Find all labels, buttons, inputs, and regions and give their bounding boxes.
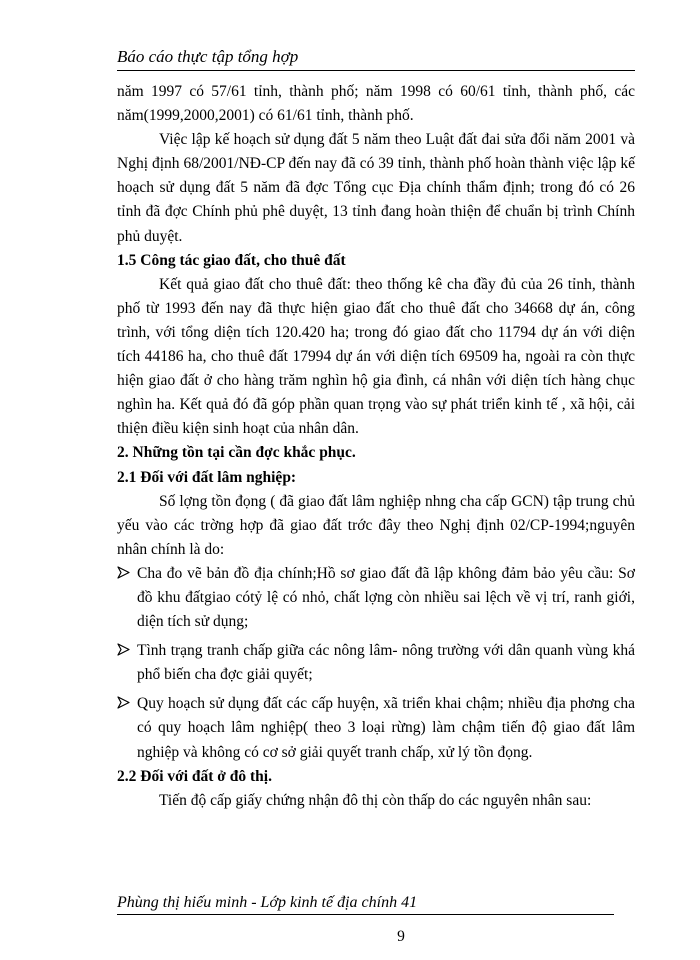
footer-author: Phùng thị hiếu minh - Lớp kinh tế địa chính 41 xyxy=(117,894,418,911)
paragraph-5: Tiến độ cấp giấy chứng nhận đô thị còn thấp do các nguyên nhân sau: xyxy=(159,791,592,809)
heading-1-5: 1.5 Công tác giao đất, cho thuê đất xyxy=(117,251,346,269)
page-header xyxy=(117,46,635,71)
arrow-bullet-icon xyxy=(117,696,130,709)
heading-2-2: 2.2 Đối với đất ở đô thị. xyxy=(117,767,272,785)
list-item-text: Tình trạng tranh chấp giữa các nông lâm- nông trường với dân quanh vùng khá phổ biến cha đợc giải quyết; xyxy=(137,642,635,684)
paragraph-2: Việc lập kế hoạch sử dụng đất 5 năm theo Luật đất đai sửa đổi năm 2001 và Nghị định 68/2001/NĐ-CP đến nay đã có 39 tỉnh, thành phố hoàn thành việc lập kế hoạch sử dụng đất 5 năm đã đợc Tổng cục Địa chính thẩm định; trong đó có 26 tỉnh đã đợc Chính phủ phê duyệt, 13 tỉnh đang hoàn thiện để chuẩn bị trình Chính phủ duyệt. xyxy=(117,131,635,245)
page-number: 9 xyxy=(397,928,405,945)
heading-2: 2. Những tồn tại cần đợc khắc phục. xyxy=(117,444,356,462)
paragraph-3: Kết quả giao đất cho thuê đất: theo thống kê cha đầy đủ của 26 tỉnh, thành phố từ 1993 đến nay đã thực hiện giao đất cho thuê đất cho 34668 dự án, công trình, với tổng diện tích 120.420 ha; trong đó giao đất cho 11794 dự án với diện tích 44186 ha, cho thuê đất 17994 dự án với diện tích 69509 ha, ngoài ra còn thực hiện giao đất ở cho hàng trăm nghìn hộ gia đình, cá nhân với diện tích hàng chục nghìn ha. Kết quả đó đã góp phần quan trọng vào sự phát triển kinh tế , xã hội, cải thiện điều kiện sinh hoạt của nhân dân. xyxy=(117,275,635,438)
heading-2-1: 2.1 Đối với đất lâm nghiệp: xyxy=(117,468,297,486)
list-item xyxy=(117,639,635,687)
list-item xyxy=(117,562,635,634)
page-footer xyxy=(117,893,614,915)
list-item-text: Cha đo vẽ bản đồ địa chính;Hồ sơ giao đất đã lập không đảm bảo yêu cầu: Sơ đồ khu đấtgiao cótỷ lệ có nhỏ, chất lợng còn nhiều sai lệch về vị trí, ranh giới, diện tích sử dụng; xyxy=(137,564,635,631)
paragraph-1: năm 1997 có 57/61 tỉnh, thành phố; năm 1998 có 60/61 tỉnh, thành phố, các năm(1999,2000,2001) có 61/61 tỉnh, thành phố. xyxy=(117,83,635,125)
paragraph-4: Số lợng tồn đọng ( đã giao đất lâm nghiệp nhng cha cấp GCN) tập trung chủ yếu vào các trờng hợp đã giao đất trớc đây theo Nghị định 02/CP-1994;nguyên nhân chính là do: xyxy=(117,492,635,558)
arrow-bullet-icon xyxy=(117,566,130,579)
document-body xyxy=(117,80,635,813)
header-title: Báo cáo thực tập tổng hợp xyxy=(117,47,299,66)
arrow-bullet-icon xyxy=(117,643,130,656)
list-item xyxy=(117,692,635,764)
list-item-text: Quy hoạch sử dụng đất các cấp huyện, xã triển khai chậm; nhiều địa phơng cha có quy hoạch lâm nghiệp( theo 3 loại rừng) làm chậm tiến độ giao đất lâm nghiệp và không có cơ sở giải quyết tranh chấp, xử lý tồn đọng. xyxy=(137,695,635,761)
